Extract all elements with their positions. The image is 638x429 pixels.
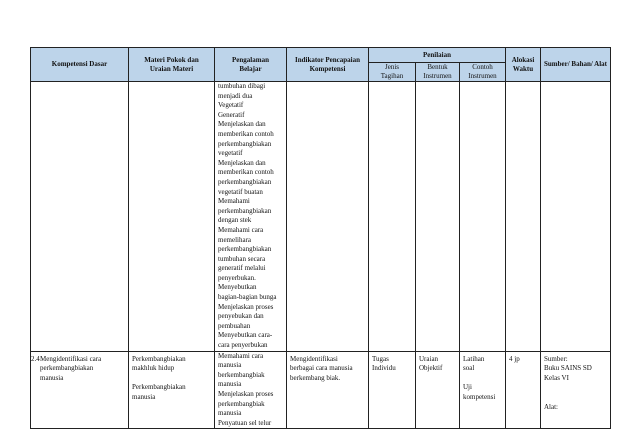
- pengalaman-line: penyerbukan.: [218, 273, 256, 282]
- indikator-line: berkembang biak.: [290, 373, 341, 382]
- jenis-cell: [369, 351, 416, 429]
- kompetensi-line: Mengidentifikasi cara: [40, 354, 102, 363]
- pengalaman-line: memberikan contoh: [218, 129, 274, 138]
- pengalaman-line: Penyatuan sel telur: [218, 418, 272, 427]
- pengalaman-line: memberikan contoh: [218, 168, 274, 177]
- header-row-1: [31, 48, 611, 63]
- cont-alokasi-cell: [506, 82, 541, 352]
- cont-pengalaman-cell: [215, 82, 287, 352]
- pengalaman-cell: [215, 351, 287, 429]
- pengalaman-line: perkembangbiakan: [218, 245, 272, 254]
- pengalaman-line: Memahami cara: [218, 351, 264, 360]
- kompetensi-line: perkembangbiakan: [40, 364, 94, 373]
- sumber-line: Alat:: [544, 402, 558, 411]
- sumber-line: Sumber:: [544, 354, 568, 363]
- row-2-4: [31, 351, 611, 429]
- pengalaman-line: bagian-bagian bunga: [218, 293, 277, 302]
- jenis-line: Tugas: [372, 354, 389, 363]
- contoh-cell: [460, 351, 506, 429]
- header-sumber: Sumber/ Bahan/ Alat: [541, 48, 611, 82]
- pengalaman-line: generatif melalui: [218, 264, 266, 273]
- contoh-line: kompetensi: [463, 393, 496, 401]
- pengalaman-line: Menjelaskan proses: [218, 302, 274, 311]
- header-penilaian: Penilaian: [369, 48, 506, 63]
- pengalaman-line: cara penyerbukan: [218, 341, 268, 350]
- pengalaman-line: memelihara: [218, 235, 252, 244]
- kompetensi-number: 2.4: [31, 354, 40, 363]
- sumber-line: [541, 383, 610, 393]
- header-bentuk: Bentuk Instrumen: [416, 63, 460, 82]
- pengalaman-line: perkembangbiakan: [218, 206, 272, 215]
- materi-line: [129, 374, 214, 384]
- pengalaman-line: Menjelaskan dan: [218, 120, 266, 129]
- pengalaman-line: berkembangbiak: [218, 370, 265, 379]
- header-jenis: Jenis Tagihan: [369, 63, 416, 82]
- materi-line: Perkembangbiakan: [132, 383, 186, 392]
- pengalaman-line: vegetatif buatan: [218, 187, 263, 196]
- contoh-line: Uji: [463, 383, 472, 392]
- jenis-line: Individu: [372, 364, 396, 373]
- header-materi: Materi Pokok dan Uraian Materi: [129, 48, 215, 82]
- cont-sumber-cell: [541, 82, 611, 352]
- pengalaman-line: manusia: [218, 409, 242, 418]
- contoh-line: soal: [463, 364, 475, 373]
- cont-bentuk-cell: [416, 82, 460, 352]
- bentuk-line: Objektif: [419, 364, 443, 373]
- syllabus-table: [30, 47, 611, 429]
- kompetensi-cell: [31, 351, 129, 429]
- pengalaman-line: manusia: [218, 380, 242, 389]
- header-indikator: Indikator Pencapaian Kompetensi: [287, 48, 369, 82]
- cont-kompetensi-cell: [31, 82, 129, 352]
- materi-line: makhluk hidup: [132, 364, 175, 373]
- pengalaman-line: tumbuhan dibagi: [218, 82, 266, 90]
- cont-indikator-cell: [287, 82, 369, 352]
- pengalaman-line: tumbuhan secara: [218, 254, 266, 263]
- contoh-line: [460, 374, 505, 384]
- pengalaman-line: Menyebutkan cara-: [218, 331, 273, 340]
- sumber-cell: [541, 351, 611, 429]
- indikator-line: Mengidentifikasi: [290, 354, 338, 363]
- indikator-cell: [287, 351, 369, 429]
- pengalaman-line: pembuahan: [218, 321, 251, 330]
- pengalaman-line: Menjelaskan proses: [218, 390, 274, 398]
- pengalaman-line: Memahami cara: [218, 225, 264, 234]
- cont-materi-cell: [129, 82, 215, 352]
- indikator-line: berbagai cara manusia: [290, 364, 353, 373]
- pengalaman-line: Menjelaskan dan: [218, 158, 266, 167]
- cont-contoh-cell: [460, 82, 506, 352]
- header-contoh: Contoh Instrumen: [460, 63, 506, 82]
- pengalaman-line: Menyebutkan: [218, 283, 257, 292]
- pengalaman-line: perkembangbiak: [218, 399, 265, 408]
- sumber-line: Buku SAINS SD: [544, 364, 592, 373]
- pengalaman-line: vegetatif: [218, 149, 243, 158]
- header-kompetensi-dasar: Kompetensi Dasar: [31, 48, 129, 82]
- sumber-line: [541, 393, 610, 403]
- alokasi-value: 4 jp: [509, 354, 520, 363]
- pengalaman-line: manusia: [218, 361, 242, 370]
- contoh-line: Latihan: [463, 354, 485, 363]
- bentuk-line: Uraian: [419, 354, 439, 363]
- cont-jenis-cell: [369, 82, 416, 352]
- pengalaman-line: Memahami: [218, 197, 250, 206]
- pengalaman-line: menjadi dua: [218, 91, 253, 100]
- kompetensi-line: manusia: [40, 373, 64, 382]
- header-alokasi: Alokasi Waktu: [506, 48, 541, 82]
- continuation-row: [31, 82, 611, 352]
- pengalaman-line: penyebukan dan: [218, 312, 264, 321]
- pengalaman-line: Vegetatif: [218, 101, 244, 110]
- pengalaman-line: Generatif: [218, 110, 245, 119]
- bentuk-cell: [416, 351, 460, 429]
- sumber-line: Kelas VI: [544, 373, 569, 382]
- pengalaman-line: perkembangbiakan: [218, 139, 272, 148]
- alokasi-cell: [506, 351, 541, 429]
- pengalaman-line: dengan stek: [218, 216, 252, 225]
- header-pengalaman: Pengalaman Belajar: [215, 48, 287, 82]
- materi-cell: [129, 351, 215, 429]
- materi-line: Perkembangbiakan: [132, 354, 186, 363]
- pengalaman-line: perkembangbiakan: [218, 177, 272, 186]
- materi-line: manusia: [132, 393, 156, 401]
